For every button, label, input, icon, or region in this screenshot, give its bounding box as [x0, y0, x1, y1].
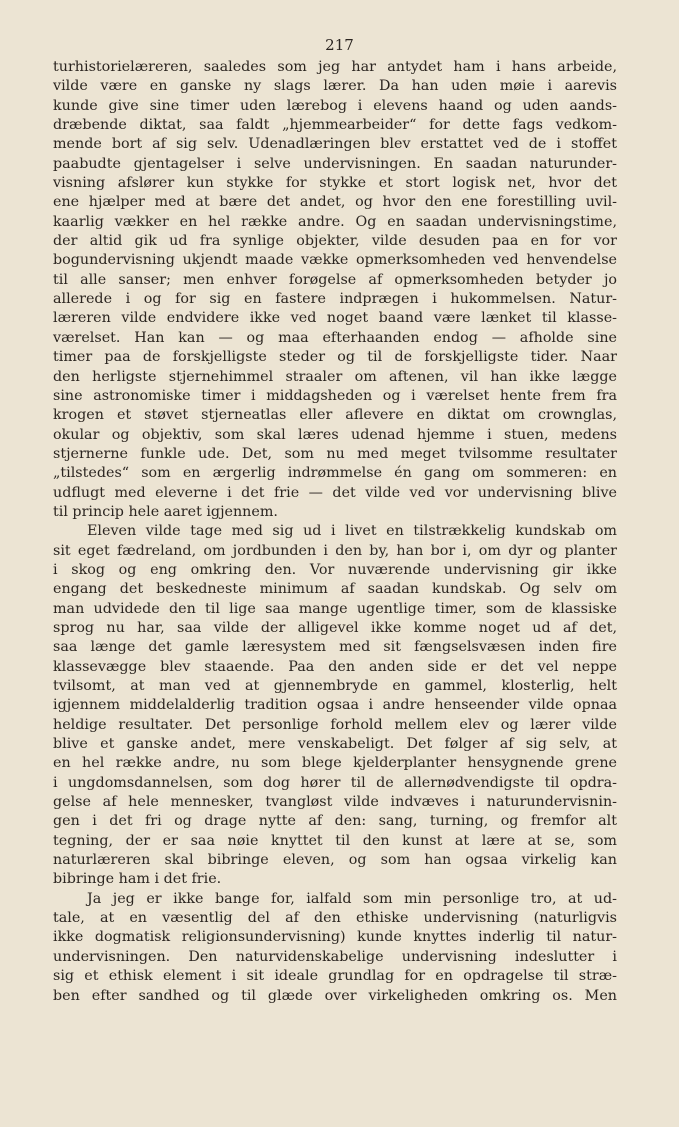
text-line: stjernerne funkle ude. Det, som nu med meget tvilsomme resultater: [53, 445, 617, 462]
text-line: sine astronomiske timer i middagsheden og i værelset hente frem fra: [53, 387, 617, 404]
text-line: undervisningen. Den naturvidenskabelige undervisning indeslutter i: [53, 948, 617, 965]
text-line: krogen et støvet stjerneatlas eller aflevere en diktat om crownglas,: [53, 407, 617, 424]
text-line: bogundervisning ukjendt maade vække opmerksomheden ved henvendelse: [53, 252, 617, 269]
text-line: Ja jeg er ikke bange for, ialfald som min personlige tro, at ud-: [87, 890, 617, 907]
text-line: i ungdomsdannelsen, som dog hører til de allernødvendigste til opdra-: [53, 774, 617, 791]
text-line: heldige resultater. Det personlige forhold mellem elev og lærer vilde: [53, 716, 617, 733]
text-line: timer paa de forskjelligste steder og til de forskjelligste tider. Naar: [53, 349, 617, 366]
text-line: tvilsomt, at man ved at gjennembryde en gammel, klosterlig, helt: [53, 678, 617, 694]
page-number: 217: [325, 36, 354, 54]
text-line: udflugt med eleverne i det frie — det vilde ved vor undervisning blive: [53, 484, 617, 501]
text-line: ben efter sandhed og til glæde over virkeligheden omkring os. Men: [53, 987, 617, 1004]
text-line: kunde give sine timer uden lærebog i elevens haand og uden aands-: [53, 97, 617, 114]
text-line: saa længe det gamle læresystem med sit fængselsvæsen inden fire: [53, 639, 617, 656]
text-line: gelse af hele mennesker, tvangløst vilde indvæves i naturundervisnin-: [53, 794, 617, 811]
text-line: vilde være en ganske ny slags lærer. Da han uden møie i aarevis: [53, 78, 617, 95]
text-line: værelset. Han kan — og maa efterhaanden endog — afholde sine: [53, 329, 617, 346]
text-line: turhistorielæreren, saaledes som jeg har antydet ham i hans arbeide,: [53, 59, 617, 75]
text-line: sprog nu har, saa vilde der alligevel ikke komme noget ud af det,: [53, 619, 617, 636]
text-line: naturlæreren skal bibringe eleven, og som han ogsaa virkelig kan: [53, 852, 617, 869]
text-line: man udvidede den til lige saa mange ugentlige timer, som de klassiske: [53, 600, 617, 617]
text-line: bibringe ham i det frie.: [53, 871, 222, 888]
text-line: ene hjælper med at bære det andet, og hvor den ene forestilling uvil-: [53, 194, 617, 211]
text-line: sig et ethisk element i sit ideale grundlag for en opdragelse til stræ-: [53, 968, 617, 985]
text-line: okular og objektiv, som skal læres udenad hjemme i stuen, medens: [53, 426, 617, 443]
text-line: gen i det fri og drage nytte af den: sang, turning, og fremfor alt: [53, 813, 617, 830]
text-line: ikke dogmatisk religionsundervisning) kunde knyttes inderlig til natur-: [53, 929, 617, 946]
text-line: „tilstedes“ som en ærgerlig indrømmelse én gang om sommeren: en: [53, 465, 617, 482]
text-line: engang det beskedneste minimum af saadan kundskab. Og selv om: [53, 581, 617, 598]
text-line: Eleven vilde tage med sig ud i livet en tilstrækkelig kundskab om: [87, 523, 617, 540]
text-line: paabudte gjentagelser i selve undervisningen. En saadan naturunder-: [53, 155, 617, 172]
body-text: [53, 58, 617, 1006]
text-line: dræbende diktat, saa faldt „hjemmearbeider“ for dette fags vedkom-: [53, 117, 617, 134]
text-line: tale, at en væsentlig del af den ethiske undervisning (naturligvis: [53, 910, 617, 927]
text-line: klassevægge blev staaende. Paa den anden side er det vel neppe: [53, 658, 617, 675]
text-line: en hel række andre, nu som blege kjelderplanter hensygnende grene: [53, 755, 617, 772]
text-line: igjennem middelalderlig tradition ogsaa i andre henseender vilde opnaa: [53, 697, 617, 714]
text-line: visning afslører kun stykke for stykke et stort logisk net, hvor det: [53, 175, 617, 192]
text-line: kaarlig vækker en hel række andre. Og en saadan undervisningstime,: [53, 213, 617, 230]
text-line: tegning, der er saa nøie knyttet til den kunst at lære at se, som: [53, 832, 617, 849]
text-line: læreren vilde endvidere ikke ved noget baand være lænket til klasse-: [53, 310, 617, 327]
text-line: allerede i og for sig en fastere indprægen i hukommelsen. Natur-: [53, 291, 617, 308]
text-line: den herligste stjernehimmel straaler om aftenen, vil han ikke lægge: [53, 368, 617, 385]
text-line: til princip hele aaret igjennem.: [53, 503, 278, 520]
text-line: der altid gik ud fra synlige objekter, vilde desuden paa en for vor: [53, 233, 617, 250]
text-line: sit eget fædreland, om jordbunden i den by, han bor i, om dyr og planter: [53, 542, 617, 559]
text-line: i skog og eng omkring den. Vor nuværende undervisning gir ikke: [53, 561, 617, 578]
text-line: blive et ganske andet, mere venskabeligt. Det følger af sig selv, at: [53, 736, 617, 753]
text-line: mende bort af sig selv. Udenadlæringen blev erstattet ved de i stoffet: [53, 136, 617, 153]
text-line: til alle sanser; men enhver forøgelse af opmerksomheden betyder jo: [53, 271, 617, 288]
